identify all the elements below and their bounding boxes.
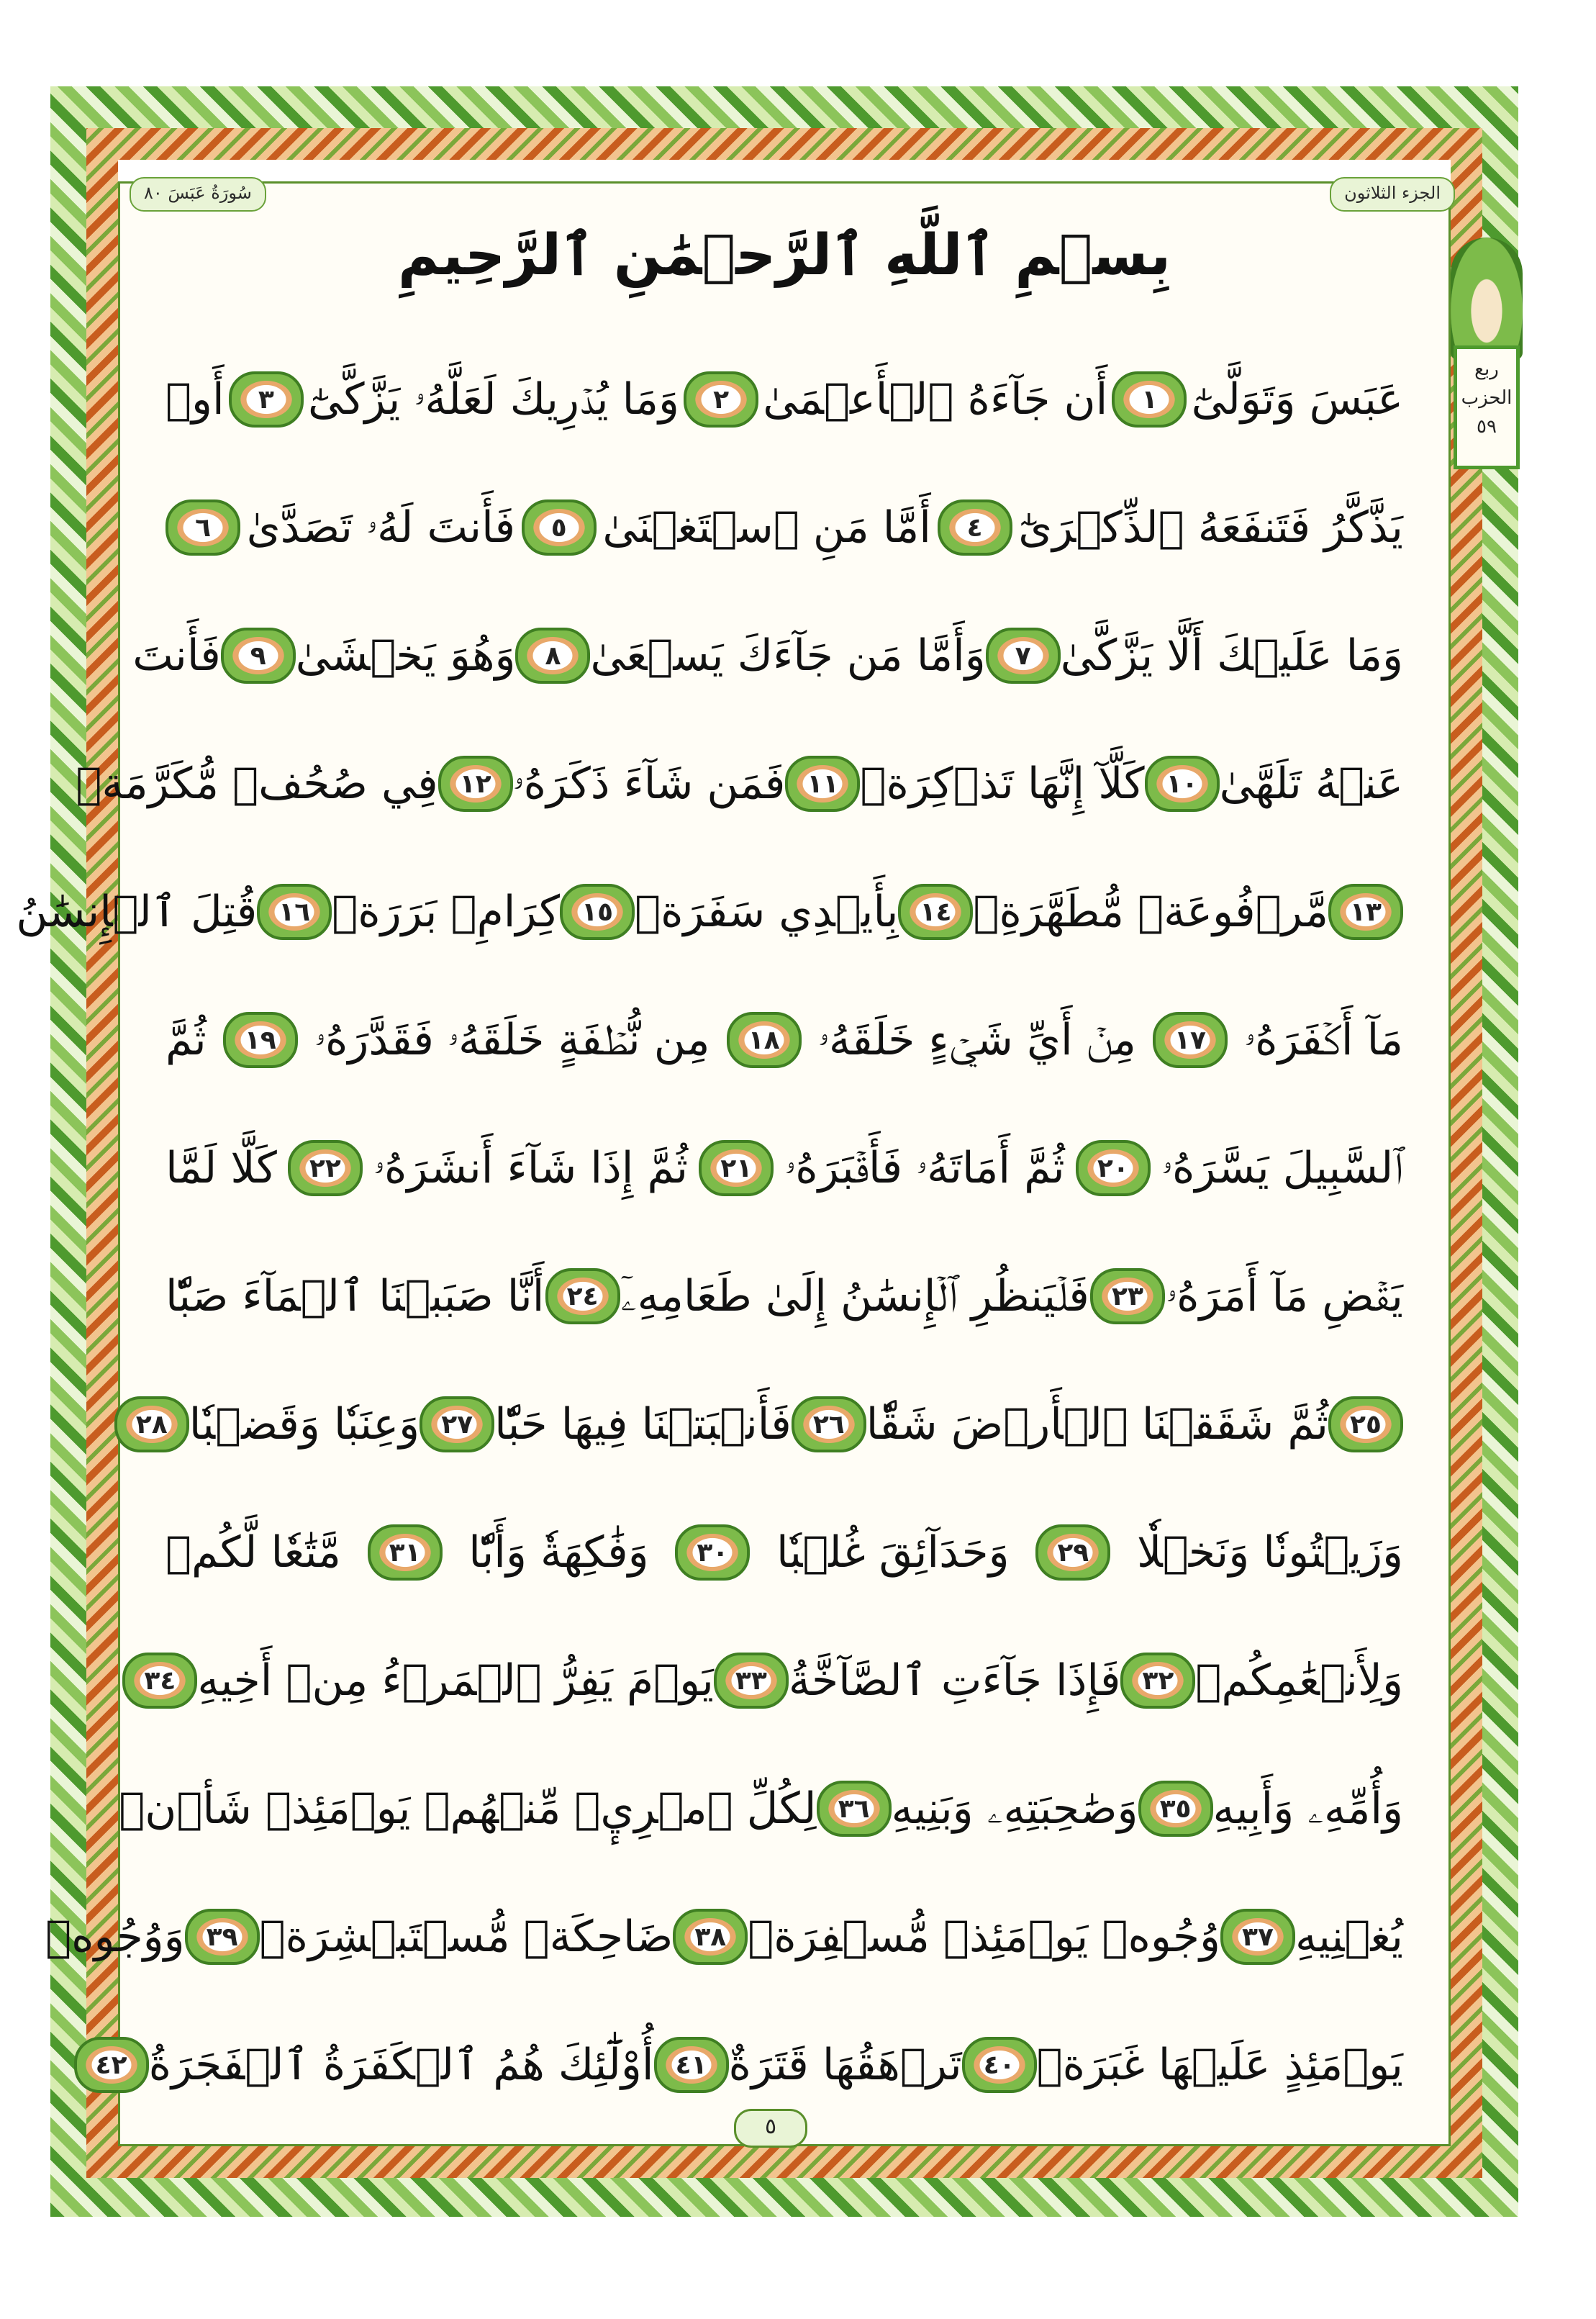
verse-line [132,602,1403,710]
verse-number-marker: ٤ [938,499,1012,556]
verse-number-marker: ٣٦ [817,1781,892,1837]
verse-text: كَلَّا لَمَّا [166,1143,277,1193]
verse-text: فَلۡيَنظُرِ ٱلۡإِنسَٰنُ إِلَىٰ طَعَامِهِۦٓ [620,1271,1089,1321]
verse-number-marker: ١٠ [1145,756,1220,812]
verse-number-marker: ٤٢ [74,2037,149,2093]
bismillah: بِسۡمِ ٱللَّهِ ٱلرَّحۡمَٰنِ ٱلرَّحِيمِ [398,223,1171,288]
verse-number-marker: ٩ [221,628,296,684]
verse-number-marker: ٨ [515,628,590,684]
verse-text: عَنۡهُ تَلَهَّىٰ [1219,759,1403,809]
verse-text: عَبَسَ وَتَوَلَّىٰٓ [1191,374,1403,425]
verse-number-marker: ٢٧ [420,1396,494,1452]
verse-line [16,858,1403,966]
verse-number-marker: ١١ [785,756,860,812]
juz-title: الجزء الثلاثون [1330,177,1455,212]
verse-number-marker: ١٩ [223,1012,298,1068]
verse-line [166,1498,1403,1606]
verse-number-marker: ٣٠ [675,1524,750,1581]
verse-number-marker: ٣٩ [185,1909,260,1965]
verse-number-marker: ١ [1112,371,1187,428]
verse-number-marker: ٢١ [699,1140,774,1196]
verse-line [95,2011,1403,2119]
verse-number-marker: ١٧ [1153,1012,1228,1068]
verse-text: وَمَا عَلَيۡكَ أَلَّا يَزَّكَّىٰ [1060,630,1403,681]
verse-number-marker: ٢٤ [545,1268,620,1324]
verse-text: يُغۡنِيهِ [1295,1912,1403,1962]
verse-text: وَفَٰكِهَةٗ وَأَبّٗا [468,1527,649,1578]
verse-number-marker: ٢٥ [1328,1396,1403,1452]
verse-text: وَهُوَ يَخۡشَىٰ [295,630,516,681]
verse-number-marker: ٦ [166,499,240,556]
verse-text: ضَاحِكَةٞ مُّسۡتَبۡشِرَةٞ [259,1912,674,1962]
verse-text: فَإِذَا جَآءَتِ ٱلصَّآخَّةُ [788,1655,1121,1706]
verse-number-marker: ٧ [986,628,1061,684]
verse-number-marker: ٥ [522,499,597,556]
verse-number-marker: ٢٠ [1076,1140,1151,1196]
verse-text: مَآ أَكۡفَرَهُۥ [1244,1015,1403,1065]
verse-text: لِكُلِّ ٱمۡرِيٕٖ مِّنۡهُمۡ يَوۡمَئِذٖ شَأۡنٞ [119,1784,817,1834]
verse-text: مِنۡ أَيِّ شَيۡءٍ خَلَقَهُۥ [817,1015,1136,1065]
hizb-marker [1443,238,1530,475]
verse-text: وَأُمِّهِۦ وَأَبِيهِ [1212,1784,1403,1834]
verse-text: قُتِلَ ٱلۡإِنسَٰنُ [16,887,258,937]
verse-text: وَحَدَآئِقَ غُلۡبٗا [776,1527,1010,1578]
verse-line [76,730,1403,838]
verse-number-marker: ٣٧ [1220,1909,1295,1965]
verse-text: تَرۡهَقُهَا قَتَرَةٌ [728,2040,962,2090]
verse-number-marker: ٢ [684,371,758,428]
verse-text: وَوُجُوهٞ [45,1912,185,1962]
verse-text: ثُمَّ شَقَقۡنَا ٱلۡأَرۡضَ شَقّٗا [866,1399,1328,1450]
verse-line [166,345,1403,453]
verse-line [135,1370,1403,1478]
verse-number-marker: ١٣ [1328,884,1403,940]
verse-number-marker: ١٢ [438,756,513,812]
verse-text: يَوۡمَئِذٍ عَلَيۡهَا غَبَرَةٞ [1036,2040,1403,2090]
verse-number-marker: ٢٦ [792,1396,866,1452]
verse-text: وَلِأَنۡعَٰمِكُمۡ [1195,1655,1403,1706]
verse-text: يَوۡمَ يَفِرُّ ٱلۡمَرۡءُ مِنۡ أَخِيهِ [197,1655,714,1706]
verse-number-marker: ١٤ [898,884,973,940]
verse-number-marker: ١٦ [257,884,332,940]
verse-text: ثُمَّ إِذَا شَآءَ أَنشَرَهُۥ [373,1143,689,1193]
verse-text: أَوۡ [166,374,225,425]
verse-number-marker: ٣ [229,371,304,428]
verse-text: أَن جَآءَهُ ٱلۡأَعۡمَىٰ [763,374,1108,425]
verse-text: أَنَّا صَبَبۡنَا ٱلۡمَآءَ صَبّٗا [166,1271,545,1321]
verse-line [166,474,1403,582]
verse-number-marker: ٣٣ [714,1653,789,1709]
verse-line [166,1114,1403,1222]
verse-text: يَذَّكَّرُ فَتَنفَعَهُ ٱلذِّكۡرَىٰٓ [1018,502,1403,553]
verse-text: فَمَن شَآءَ ذَكَرَهُۥ [512,759,786,809]
verse-text: أُوْلَٰٓئِكَ هُمُ ٱلۡكَفَرَةُ ٱلۡفَجَرَةُ [148,2040,654,2090]
verse-line [119,1755,1403,1863]
verse-number-marker: ٢٢ [288,1140,363,1196]
verse-text: وَأَمَّا مَن جَآءَكَ يَسۡعَىٰ [590,630,986,681]
verse-text: وُجُوهٞ يَوۡمَئِذٖ مُّسۡفِرَةٞ [748,1912,1220,1962]
verse-line [45,1883,1403,1991]
verse-text: أَمَّا مَنِ ٱسۡتَغۡنَىٰ [602,502,931,553]
verse-text: مَّتَٰعٗا لَّكُمۡ [166,1527,341,1578]
verse-text: فَأَنتَ [132,630,221,681]
verse-number-marker: ١٨ [727,1012,802,1068]
verse-text: وَصَٰحِبَتِهِۦ وَبَنِيهِ [891,1784,1138,1834]
verse-text: فَأَنۢبَتۡنَا فِيهَا حَبّٗا [494,1399,792,1450]
verse-number-marker: ١٥ [560,884,635,940]
verse-text: كَلَّآ إِنَّهَا تَذۡكِرَةٞ [860,759,1145,809]
verse-number-marker: ٢٩ [1035,1524,1110,1581]
verse-number-marker: ٤١ [654,2037,729,2093]
verse-text: يَقۡضِ مَآ أَمَرَهُۥ [1166,1271,1403,1321]
verse-text: فَأَنتَ لَهُۥ تَصَدَّىٰ [246,502,516,553]
hizb-line-3: ٥٩ [1477,416,1497,438]
verse-number-marker: ٣٥ [1138,1781,1213,1837]
verse-number-marker: ٣٤ [122,1653,197,1709]
surah-title: سُورَةُ عَبَسَ ٨٠ [130,177,266,212]
verse-text: وَزَيۡتُونٗا وَنَخۡلٗا [1136,1527,1403,1578]
verse-text: ثُمَّ [166,1015,207,1065]
verse-number-marker: ٤٠ [962,2037,1037,2093]
verse-text: مِن نُّطۡفَةٍ خَلَقَهُۥ فَقَدَّرَهُۥ [314,1015,710,1065]
verse-text: مَّرۡفُوعَةٖ مُّطَهَّرَةِۭ [973,887,1328,937]
hizb-line-1: ربع [1474,358,1499,380]
hizb-label-box [1454,345,1520,469]
verse-line [166,986,1403,1094]
verse-number-marker: ٣٢ [1120,1653,1195,1709]
verse-line [144,1627,1403,1735]
hizb-line-2: الحزب [1461,387,1513,409]
verse-text: ٱلسَّبِيلَ يَسَّرَهُۥ [1161,1143,1403,1193]
verse-number-marker: ٣٨ [673,1909,748,1965]
verse-text: كِرَامِۭ بَرَرَةٖ [332,887,561,937]
verse-text: فِي صُحُفٖ مُّكَرَّمَةٖ [76,759,438,809]
hizb-ornament-icon [1451,238,1523,360]
verse-number-marker: ٢٣ [1090,1268,1165,1324]
verse-line [166,1242,1403,1350]
verse-text: بِأَيۡدِي سَفَرَةٖ [635,887,899,937]
verse-number-marker: ٣١ [368,1524,443,1581]
verse-number-marker: ٢٨ [114,1396,189,1452]
verse-text: وَمَا يُدۡرِيكَ لَعَلَّهُۥ يَزَّكَّىٰٓ [307,374,680,425]
page-number: ٥ [734,2109,807,2148]
verse-text: وَعِنَبٗا وَقَضۡبٗا [189,1399,420,1450]
verse-text: ثُمَّ أَمَاتَهُۥ فَأَقۡبَرَهُۥ [784,1143,1065,1193]
